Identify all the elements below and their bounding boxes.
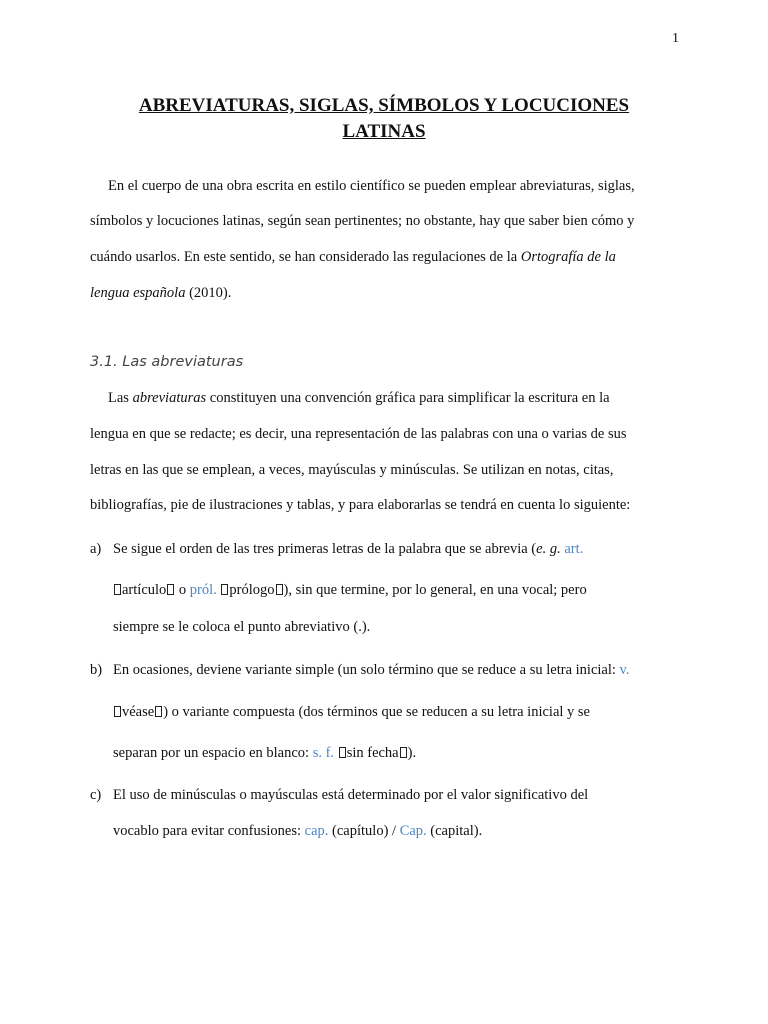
list-marker-c: c)	[90, 787, 102, 803]
item-a-line-3: siempre se le coloca el punto abreviativo (.).	[113, 619, 371, 635]
abbrev-prol-link[interactable]: pról.	[189, 582, 217, 598]
word-articulo: artículo	[122, 582, 167, 598]
missing-glyph-icon	[155, 706, 162, 717]
intro-line-4	[90, 285, 231, 302]
abbrev-v-link[interactable]: v.	[619, 662, 630, 678]
book-title-part-1: Ortografía de la	[520, 249, 616, 265]
item-c-line-1: El uso de minúsculas o mayúsculas está determinado por el valor significativo del	[113, 787, 589, 803]
item-a-line-1-text: Se sigue el orden de las tres primeras letras de la palabra que se abrevia (	[113, 541, 537, 557]
item-b-line-3-end: ).	[407, 745, 417, 761]
section-line-1-rest: constituyen una convención gráfica para simplificar la escritura en la	[206, 390, 610, 406]
word-sin-fecha: sin fecha	[346, 745, 399, 761]
list-marker-b: b)	[90, 662, 103, 678]
page-number: 1	[672, 31, 679, 46]
abbrev-cap-upper-link[interactable]: Cap.	[399, 823, 427, 839]
title-line-2: LATINAS	[342, 121, 426, 142]
item-c-line-2-end: (capital).	[426, 823, 483, 839]
item-a-line-1	[113, 541, 583, 558]
missing-glyph-icon	[276, 584, 283, 595]
item-c-line-2-mid: (capítulo) /	[328, 823, 400, 839]
item-b-line-1-text: En ocasiones, deviene variante simple (un solo término que se reduce a su letra inicial:	[113, 662, 620, 678]
example-abbrev: e. g.	[536, 541, 561, 557]
item-b-line-2	[113, 704, 590, 721]
intro-line-3	[90, 249, 616, 266]
item-c-line-2	[113, 823, 482, 840]
intro-line-1: En el cuerpo de una obra escrita en estilo científico se pueden emplear abreviaturas, siglas,	[108, 178, 635, 194]
missing-glyph-icon	[167, 584, 174, 595]
document-title	[90, 93, 678, 145]
item-b-line-3	[113, 745, 416, 762]
word-prologo: prólogo	[229, 582, 275, 598]
abbrev-cap-lower-link[interactable]: cap.	[304, 823, 329, 839]
word-vease: véase	[122, 704, 155, 720]
item-a-connector: o	[175, 582, 190, 598]
list-marker-a: a)	[90, 541, 102, 557]
item-b-line-1	[113, 662, 629, 679]
missing-glyph-icon	[339, 747, 346, 758]
section-heading: 3.1. Las abreviaturas	[90, 354, 244, 370]
item-b-line-2-rest: ) o variante compuesta (dos términos que se reducen a su letra inicial y se	[163, 704, 590, 720]
term-abreviaturas: abreviaturas	[132, 390, 207, 406]
section-line-3: letras en las que se emplean, a veces, mayúsculas y minúsculas. Se utilizan en notas, citas,	[90, 462, 614, 478]
item-a-line-2-rest: ), sin que termine, por lo general, en una vocal; pero	[283, 582, 587, 598]
missing-glyph-icon	[400, 747, 407, 758]
missing-glyph-icon	[114, 584, 121, 595]
book-title-part-2: lengua española	[90, 285, 186, 301]
missing-glyph-icon	[221, 584, 228, 595]
section-line-1-start: Las	[108, 390, 133, 406]
abbrev-sf-link[interactable]: s. f.	[312, 745, 335, 761]
item-b-line-3-text: separan por un espacio en blanco:	[113, 745, 313, 761]
intro-line-2: símbolos y locuciones latinas, según sean pertinentes; no obstante, hay que saber bien cómo y	[90, 213, 635, 229]
intro-line-3-text: cuándo usarlos. En este sentido, se han considerado las regulaciones de la	[90, 249, 521, 265]
item-c-line-2-text: vocablo para evitar confusiones:	[113, 823, 305, 839]
intro-line-4-text: (2010).	[185, 285, 232, 301]
missing-glyph-icon	[114, 706, 121, 717]
section-line-4: bibliografías, pie de ilustraciones y tablas, y para elaborarlas se tendrá en cuenta lo siguiente:	[90, 497, 631, 513]
section-line-1	[108, 390, 610, 407]
item-a-line-2	[113, 582, 587, 599]
title-line-1: ABREVIATURAS, SIGLAS, SÍMBOLOS Y LOCUCIONES	[138, 95, 630, 116]
section-line-2: lengua en que se redacte; es decir, una representación de las palabras con una o varias de sus	[90, 426, 627, 442]
abbrev-art-link[interactable]: art.	[564, 541, 584, 557]
